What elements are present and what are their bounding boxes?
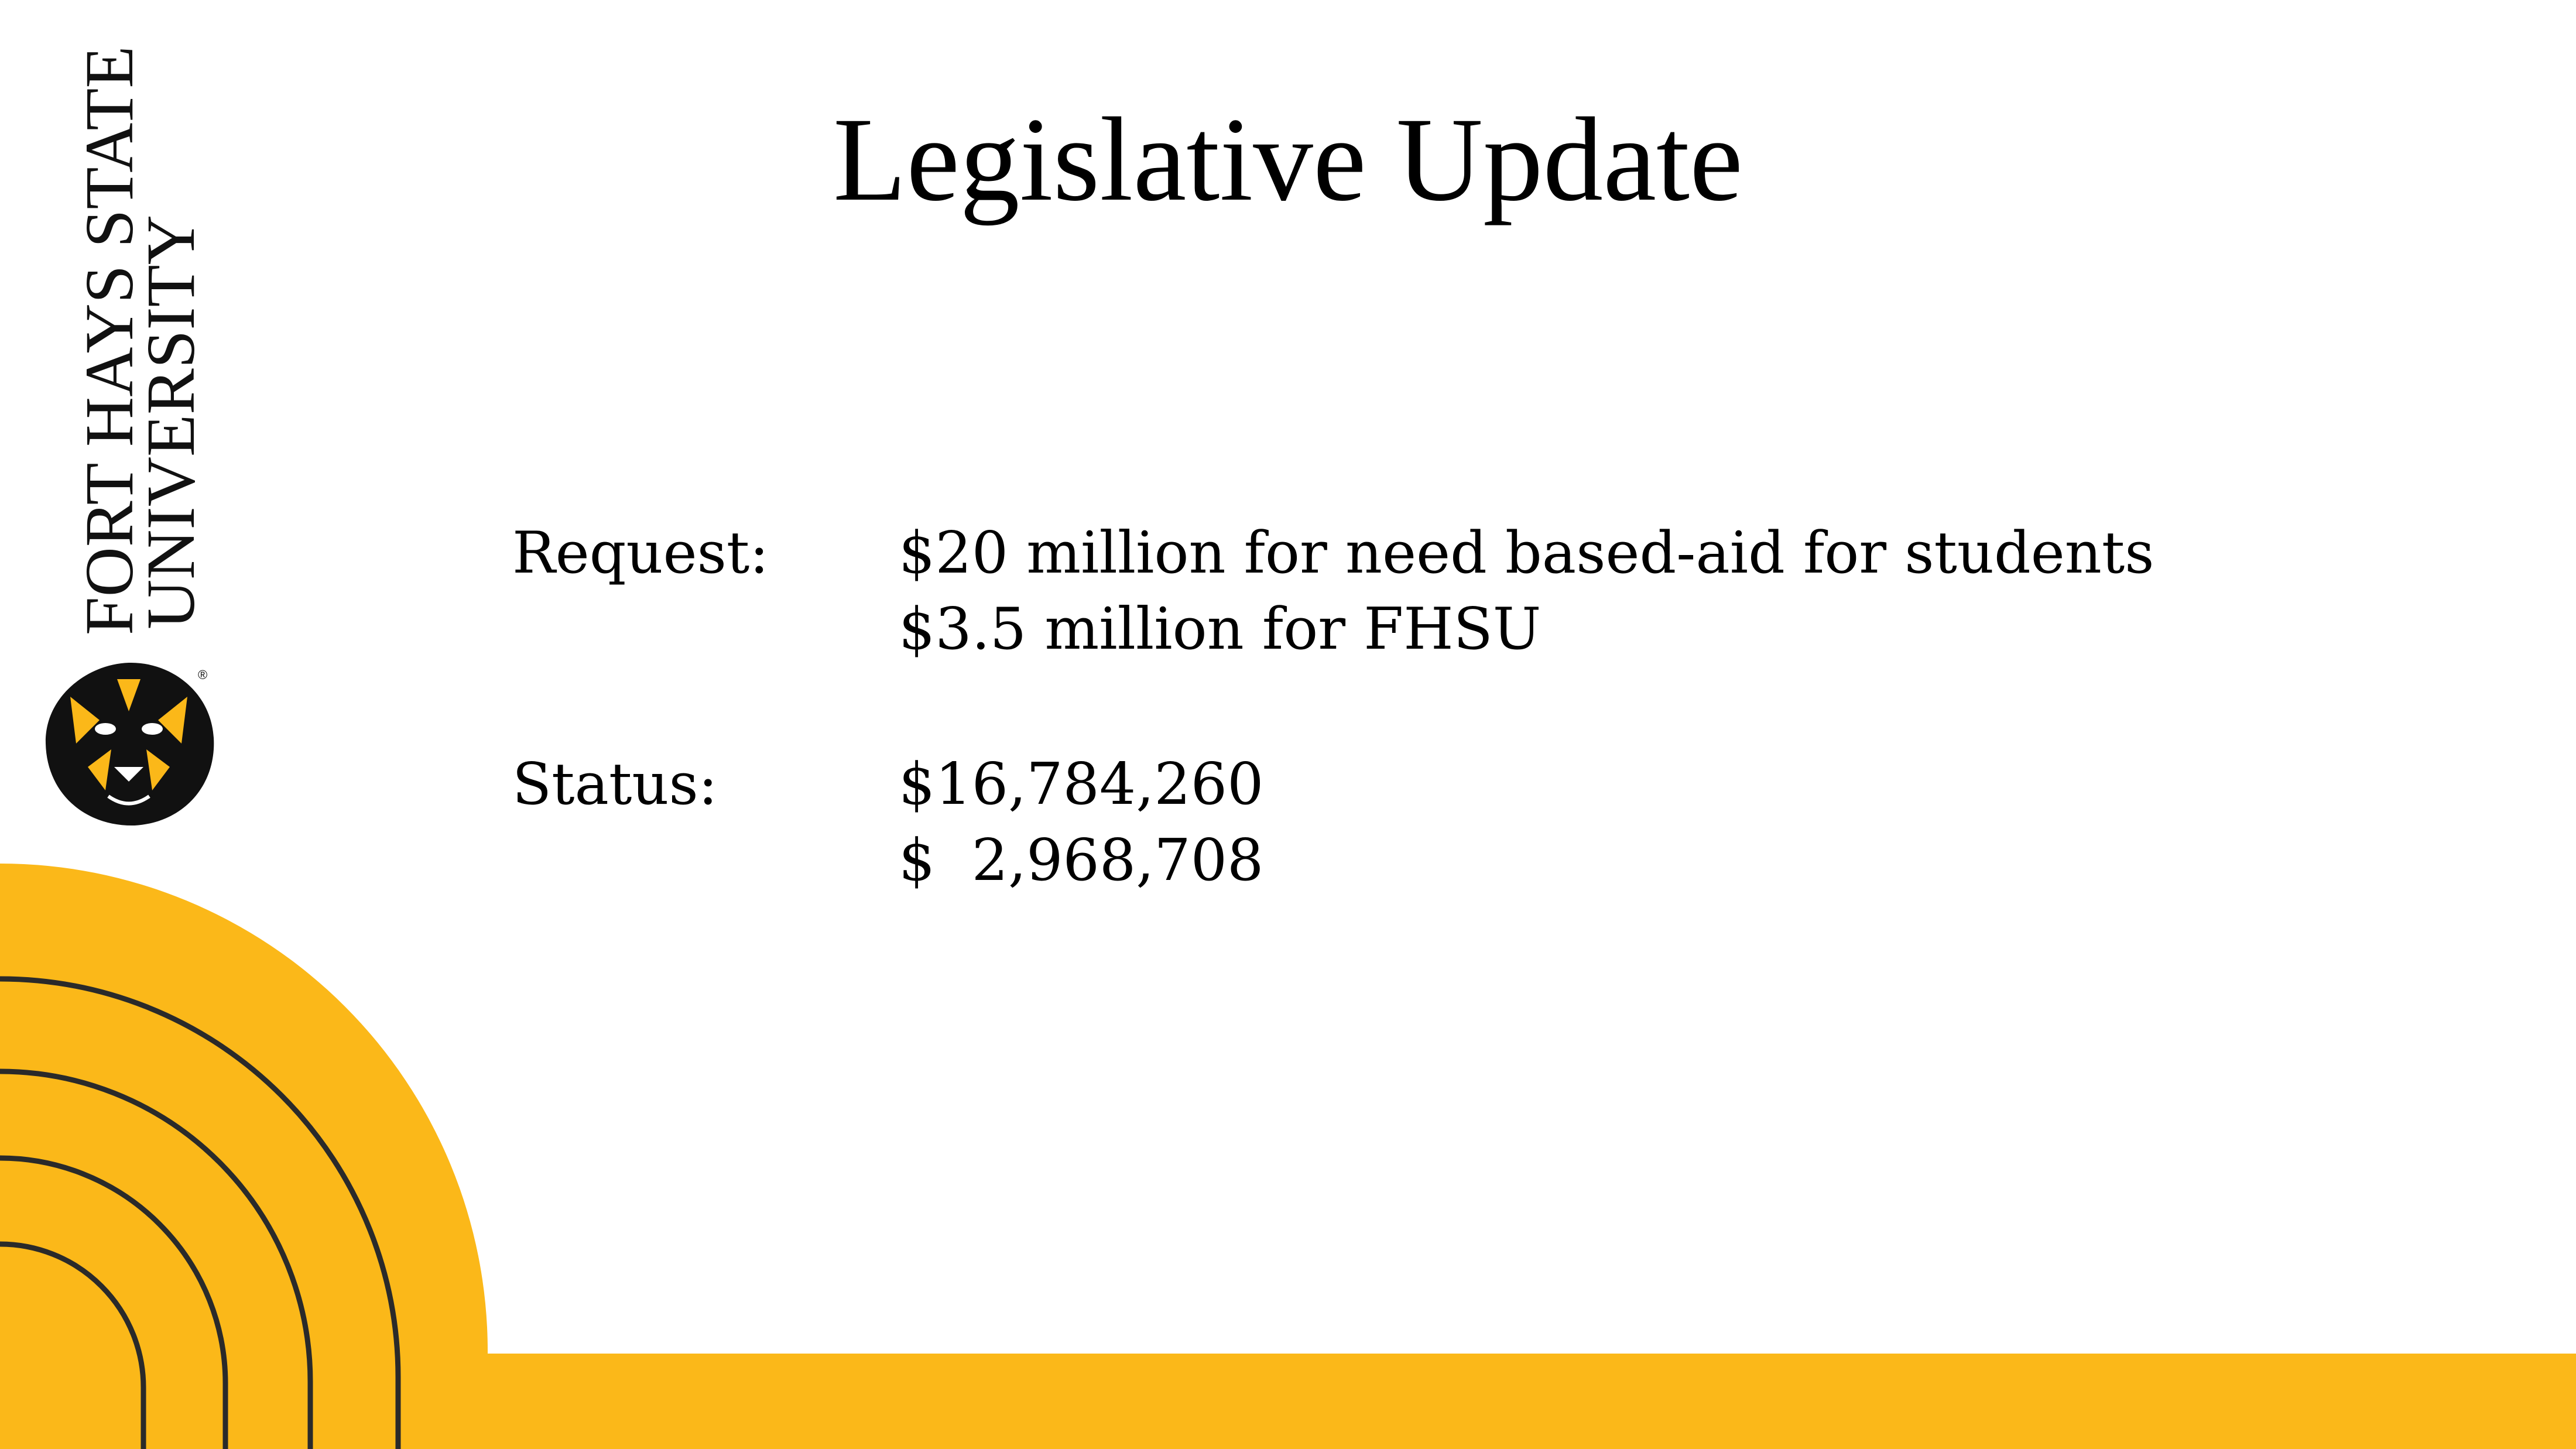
request-label: Request:	[512, 520, 769, 587]
tiger-head-logo-icon	[35, 656, 222, 831]
status-line: $ 2,968,708	[899, 827, 1264, 894]
request-line: $20 million for need based-aid for students	[899, 520, 2154, 587]
wordmark-line-2: UNIVERSITY	[132, 215, 209, 629]
slide-title: Legislative Update	[833, 93, 1743, 226]
status-values	[899, 746, 1263, 899]
registered-mark: ®	[198, 667, 208, 682]
request-row	[512, 515, 2154, 667]
request-line: $3.5 million for FHSU	[899, 596, 1542, 663]
request-values	[899, 515, 2154, 667]
wordmark-line-1: FORT HAYS STATE	[71, 46, 148, 635]
status-row	[512, 746, 2154, 899]
gold-quarter-circle	[0, 864, 488, 1449]
content-body	[512, 515, 2154, 899]
status-line: $16,784,260	[899, 751, 1264, 818]
status-label: Status:	[512, 751, 718, 818]
